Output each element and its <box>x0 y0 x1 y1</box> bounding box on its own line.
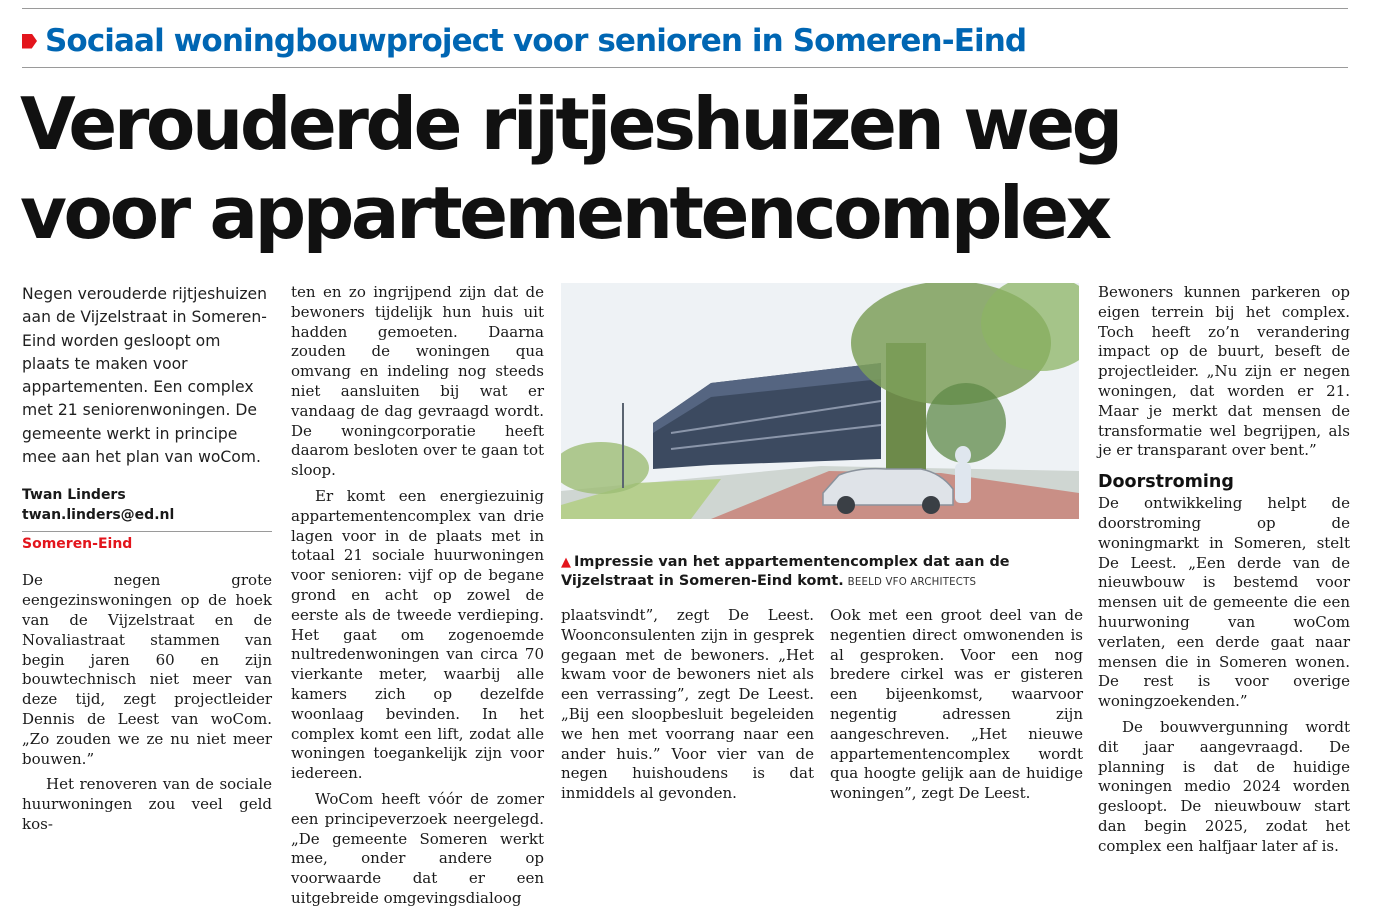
subheading: Doorstroming <box>1098 472 1234 493</box>
paragraph: De negen grote eengezinswoningen op de hoek van de Vijzelstraat en de Novaliastraat stammen van begin jaren 60 en zijn bouwtechnisch niet meer van deze tijd, zegt projectleider Dennis de Leest van woCom. „Zo zouden we ze nu niet meer bouwen.” <box>22 571 272 768</box>
dateline: Someren-Eind <box>22 531 272 553</box>
car-wheel <box>922 496 940 514</box>
paragraph: Bewoners kunnen parkeren op eigen terrein bij het complex. Toch heeft zo’n verandering impact op de buurt, beseft de projectleider. „Nu zijn er negen woningen, dat worden er 21. Maar je merkt dat mensen de transformatie wel begrijpen, als je er transparant over bent.” <box>1098 283 1350 460</box>
paragraph: De bouwvergunning wordt dit jaar aangevraagd. De planning is dat de huidige woningen medio 2024 worden gesloopt. De nieuwbouw start dan begin 2025, zodat het complex een halfjaar later af is. <box>1098 717 1350 855</box>
paragraph: WoCom heeft vóór de zomer een principeverzoek neergelegd. „De gemeente Someren werkt mee, onder andere op voorwaarde dat er een uitgebreide omgevingsdialoog <box>291 789 544 907</box>
author-name: Twan Linders <box>22 487 126 504</box>
kicker <box>22 18 1352 64</box>
top-rule <box>22 8 1348 9</box>
column-3 <box>561 606 814 804</box>
building-impression-image <box>561 283 1079 519</box>
kicker-text: Sociaal woningbouwproject voor senioren in Someren-Eind <box>45 23 1027 59</box>
kicker-marker-icon <box>22 34 37 49</box>
headline <box>20 80 1360 258</box>
column-1-body <box>22 571 272 834</box>
headline-line-2: voor appartementencomplex <box>20 171 1109 255</box>
column-2 <box>291 283 544 909</box>
person-body <box>955 463 971 503</box>
person <box>955 446 971 464</box>
kicker-rule <box>22 67 1348 68</box>
car-wheel <box>837 496 855 514</box>
headline-line-1: Verouderde rijtjeshuizen weg <box>20 82 1120 166</box>
author-email[interactable]: twan.linders@ed.nl <box>22 507 175 524</box>
caption-triangle-icon: ▲ <box>561 555 571 570</box>
photo-credit: BEELD VFO ARCHITECTS <box>847 577 977 588</box>
intro-text: Negen verouderde rijtjeshuizen aan de Vijzelstraat in Someren-Eind worden gesloopt om plaats te maken voor appartementen. Een complex met 21 seniorenwoningen. De gemeente werkt in principe mee aan het plan van woCom. <box>22 285 267 467</box>
column-5 <box>1098 283 1350 857</box>
paragraph: plaatsvindt”, zegt De Leest. Woonconsulenten zijn in gesprek gegaan met de bewoners. „Het kwam voor de bewoners niet als een verrassing”, zegt De Leest. „Bij een sloopbesluit begeleiden we hen met voorrang naar een ander huis.” Voor vier van de negen huishoudens is dat inmiddels al gevonden. <box>561 606 814 803</box>
article-photo <box>561 283 1079 519</box>
column-4 <box>830 606 1083 804</box>
photo-caption <box>561 553 1081 592</box>
caption-text: Impressie van het appartementencomplex dat aan de Vijzelstraat in Someren-Eind komt. <box>561 554 1010 589</box>
paragraph: De ontwikkeling helpt de doorstroming op de woningmarkt in Someren, stelt De Leest. „Een derde van de nieuwbouw is bestemd voor mensen uit de gemeente die een huurwoning van woCom verlaten, een derde gaat naar mensen die in Someren wonen. De rest is voor overige woningzoekenden.” <box>1098 494 1350 711</box>
paragraph: ten en zo ingrijpend zijn dat de bewoners tijdelijk hun huis uit hadden gemoeten. Daarna zouden de woningen qua omvang en indeling nog steeds niet aansluiten bij wat er vandaag de dag gevraagd wordt. De woningcorporatie heeft daarom besloten over te gaan tot sloop. <box>291 283 545 480</box>
paragraph: Er komt een energiezuinig appartementencomplex van drie lagen voor in de plaats met in totaal 21 sociale huurwoningen voor senioren: vijf op de begane grond en acht op zowel de eerste als de tweede verdieping. Het gaat om zogenoemde nultredenwoningen van circa 70 vierkante meter, waarbij alle kamers zich op dezelfde woonlaag bevinden. In het complex komt een lift, zodat alle woningen toegankelijk zijn voor iedereen. <box>291 486 544 783</box>
paragraph: Het renoveren van de sociale huurwoningen zou veel geld kos- <box>22 775 272 833</box>
column-1 <box>22 283 272 835</box>
paragraph: Ook met een groot deel van de negentien direct omwonenden is al gesproken. Voor een nog bredere cirkel was er gisteren een bijeenkomst, waarvoor negentig adressen zijn aangeschreven. „Het nieuwe appartementencomplex wordt qua hoogte gelijk aan de huidige woningen”, zegt De Leest. <box>830 606 1083 803</box>
intro <box>22 283 272 469</box>
byline <box>22 485 272 525</box>
